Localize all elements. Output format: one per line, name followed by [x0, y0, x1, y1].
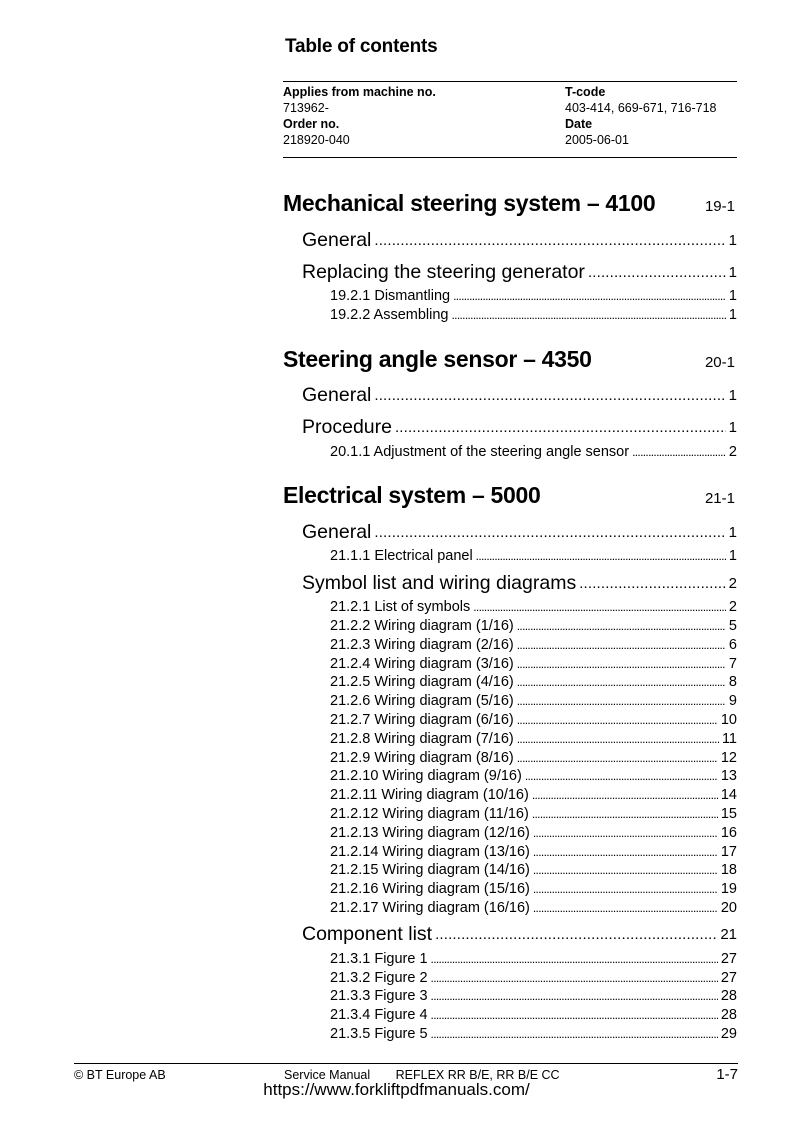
toc-subsection[interactable] [283, 548, 737, 567]
chapter-title: Steering angle sensor – 4350 [283, 345, 592, 372]
metadata-left-column [283, 84, 436, 148]
toc-subsection-title: 21.2.14 Wiring diagram (13/16) [330, 843, 530, 860]
chapter-title: Electrical system – 5000 [283, 482, 541, 509]
toc-subsection-page: 28 [720, 1007, 737, 1024]
leader-dots [533, 901, 718, 915]
leader-dots [632, 445, 726, 459]
toc-subsection-page: 1 [728, 306, 737, 323]
toc-subsection-page: 27 [720, 969, 737, 986]
leader-dots [431, 989, 718, 1003]
leader-dots [533, 863, 718, 877]
leader-dots [517, 751, 718, 765]
toc-subsection-page: 1 [728, 288, 737, 304]
toc-section-page: 2 [728, 574, 737, 592]
toc-subsection[interactable] [283, 970, 737, 989]
toc-subsection-title: 21.3.2 Figure 2 [330, 969, 428, 986]
leader-dots [431, 952, 718, 966]
leader-dots [533, 826, 718, 840]
toc-subsection-title: 20.1.1 Adjustment of the steering angle sensor [330, 443, 630, 460]
toc-subsection-title: 21.2.6 Wiring diagram (5/16) [330, 693, 514, 710]
toc-section[interactable] [283, 516, 737, 548]
toc-subsection[interactable] [283, 712, 737, 731]
toc-subsection-page: 29 [720, 1025, 737, 1042]
document-metadata [283, 81, 737, 158]
table-of-contents [283, 190, 737, 1065]
toc-subsection-title: 21.1.1 Electrical panel [330, 548, 473, 565]
toc-chapter [283, 190, 737, 326]
toc-subsection-page: 28 [720, 988, 737, 1005]
chapter-heading[interactable] [283, 482, 737, 516]
toc-subsection-page: 1 [728, 548, 737, 565]
toc-section-page: 1 [728, 263, 737, 281]
toc-subsection[interactable] [283, 750, 737, 769]
toc-subsection-page: 8 [728, 674, 737, 691]
toc-subsection[interactable] [283, 806, 737, 825]
toc-section-page: 21 [720, 926, 737, 944]
chapter-page: 20-1 [704, 353, 735, 371]
leader-dots [431, 1008, 718, 1022]
leader-dots [431, 971, 718, 985]
toc-subsection-page: 10 [720, 711, 737, 728]
toc-subsection-page: 6 [728, 636, 737, 653]
toc-subsection-title: 21.3.4 Figure 4 [330, 1007, 428, 1024]
tcode-label: T-code [565, 85, 606, 99]
toc-subsection[interactable] [283, 881, 737, 900]
toc-section[interactable] [283, 256, 737, 288]
toc-section-page: 1 [728, 387, 737, 405]
toc-subsection[interactable] [283, 825, 737, 844]
toc-section[interactable] [283, 919, 737, 951]
leader-dots [453, 289, 726, 303]
toc-section-title: Replacing the steering generator [302, 260, 585, 283]
toc-subsection-title: 19.2.1 Dismantling [330, 288, 451, 304]
toc-subsection-page: 2 [728, 443, 737, 460]
toc-section-page: 1 [728, 419, 737, 437]
leader-dots [395, 419, 726, 436]
toc-section-title: General [302, 520, 372, 543]
toc-subsection-title: 21.2.15 Wiring diagram (14/16) [330, 862, 530, 879]
toc-subsection-page: 5 [728, 617, 737, 634]
toc-subsection[interactable] [283, 288, 737, 307]
toc-subsection-title: 21.2.8 Wiring diagram (7/16) [330, 730, 514, 747]
toc-section[interactable] [283, 412, 737, 444]
leader-dots [517, 657, 726, 671]
toc-section[interactable] [283, 224, 737, 256]
toc-subsection[interactable] [283, 656, 737, 675]
toc-subsection[interactable] [283, 731, 737, 750]
toc-section-title: Procedure [302, 416, 392, 439]
toc-subsection-title: 21.2.7 Wiring diagram (6/16) [330, 711, 514, 728]
leader-dots [517, 694, 726, 708]
toc-section-title: General [302, 228, 372, 251]
toc-subsection-title: 21.2.4 Wiring diagram (3/16) [330, 655, 514, 672]
chapter-heading[interactable] [283, 346, 737, 380]
leader-dots [374, 524, 725, 541]
leader-dots [517, 619, 726, 633]
leader-dots [588, 264, 726, 281]
toc-subsection[interactable] [283, 674, 737, 693]
leader-dots [452, 308, 726, 322]
toc-subsection-title: 21.3.3 Figure 3 [330, 988, 428, 1005]
leader-dots [517, 638, 726, 652]
applies-value: 713962- [283, 101, 329, 115]
toc-subsection-title: 21.2.13 Wiring diagram (12/16) [330, 824, 530, 841]
toc-subsection-page: 7 [728, 655, 737, 672]
toc-chapter [283, 482, 737, 1044]
toc-subsection-title: 21.3.5 Figure 5 [330, 1025, 428, 1042]
toc-section-title: Component list [302, 923, 433, 946]
footer-page-number: 1-7 [716, 1066, 738, 1083]
toc-section-title: Symbol list and wiring diagrams [302, 571, 577, 594]
toc-subsection[interactable] [283, 599, 737, 618]
toc-subsection-page: 12 [720, 749, 737, 766]
toc-subsection-title: 21.2.12 Wiring diagram (11/16) [330, 805, 529, 822]
toc-subsection[interactable] [283, 844, 737, 863]
toc-subsection-page: 13 [720, 768, 737, 785]
page-title: Table of contents [285, 36, 438, 57]
footer-doc-type: Service Manual [284, 1068, 371, 1082]
leader-dots [533, 845, 718, 859]
leader-dots [431, 1027, 718, 1041]
chapter-title: Mechanical steering system – 4100 [283, 190, 656, 216]
toc-subsection[interactable] [283, 988, 737, 1007]
toc-subsection[interactable] [283, 693, 737, 712]
toc-subsection[interactable] [283, 768, 737, 787]
toc-subsection-title: 19.2.2 Assembling [330, 306, 449, 323]
toc-subsection-page: 9 [728, 693, 737, 710]
leader-dots [533, 882, 718, 896]
date-label: Date [565, 117, 593, 131]
toc-subsection-title: 21.3.1 Figure 1 [330, 950, 428, 967]
toc-subsection-page: 27 [720, 950, 737, 967]
leader-dots [532, 807, 718, 821]
leader-dots [476, 549, 726, 563]
tcode-value: 403-414, 669-671, 716-718 [565, 101, 717, 115]
toc-subsection-page: 2 [728, 599, 737, 616]
leader-dots [517, 675, 726, 689]
toc-subsection-page: 20 [720, 899, 737, 916]
toc-subsection-title: 21.2.11 Wiring diagram (10/16) [330, 787, 529, 804]
footer-copyright: © BT Europe AB [74, 1068, 166, 1082]
leader-dots [473, 600, 726, 614]
toc-subsection-page: 19 [720, 881, 737, 898]
toc-subsection-title: 21.2.16 Wiring diagram (15/16) [330, 881, 530, 898]
toc-subsection-title: 21.2.5 Wiring diagram (4/16) [330, 674, 514, 691]
toc-subsection[interactable] [283, 1026, 737, 1045]
metadata-right-column [565, 84, 717, 148]
order-label: Order no. [283, 117, 340, 131]
source-url[interactable]: https://www.forkliftpdfmanuals.com/ [263, 1080, 530, 1099]
leader-dots [517, 713, 718, 727]
toc-section-page: 1 [728, 523, 737, 541]
toc-subsection[interactable] [283, 1007, 737, 1026]
chapter-heading[interactable] [283, 190, 737, 224]
toc-chapter [283, 346, 737, 463]
toc-subsection-title: 21.2.2 Wiring diagram (1/16) [330, 617, 514, 634]
toc-subsection[interactable] [283, 618, 737, 637]
leader-dots [517, 732, 719, 746]
leader-dots [525, 769, 718, 783]
leader-dots [374, 232, 725, 249]
leader-dots [374, 387, 725, 404]
toc-subsection-page: 18 [720, 862, 737, 879]
toc-subsection[interactable] [283, 862, 737, 881]
toc-subsection-title: 21.2.10 Wiring diagram (9/16) [330, 768, 522, 785]
toc-subsection[interactable] [283, 900, 737, 919]
leader-dots [435, 926, 717, 943]
toc-subsection-title: 21.2.1 List of symbols [330, 599, 471, 616]
leader-dots [532, 788, 718, 802]
toc-section-title: General [302, 384, 372, 407]
toc-subsection-page: 17 [720, 843, 737, 860]
toc-section[interactable] [283, 567, 737, 599]
toc-subsection[interactable] [283, 444, 737, 463]
toc-subsection[interactable] [283, 637, 737, 656]
toc-subsection-title: 21.2.3 Wiring diagram (2/16) [330, 636, 514, 653]
toc-subsection-page: 16 [720, 824, 737, 841]
toc-subsection-title: 21.2.9 Wiring diagram (8/16) [330, 749, 514, 766]
toc-subsection[interactable] [283, 307, 737, 326]
applies-label: Applies from machine no. [283, 85, 436, 99]
toc-section-page: 1 [728, 231, 737, 249]
toc-subsection-page: 11 [721, 730, 737, 747]
date-value: 2005-06-01 [565, 133, 629, 147]
footer-model: REFLEX RR B/E, RR B/E CC [395, 1068, 560, 1082]
toc-subsection[interactable] [283, 951, 737, 970]
chapter-page: 19-1 [704, 198, 735, 215]
chapter-page: 21-1 [704, 490, 735, 508]
toc-subsection-title: 21.2.17 Wiring diagram (16/16) [330, 899, 530, 916]
toc-subsection-page: 14 [720, 787, 737, 804]
toc-subsection-page: 15 [720, 805, 737, 822]
order-value: 218920-040 [283, 133, 350, 147]
toc-subsection[interactable] [283, 787, 737, 806]
leader-dots [579, 575, 725, 592]
toc-section[interactable] [283, 380, 737, 412]
